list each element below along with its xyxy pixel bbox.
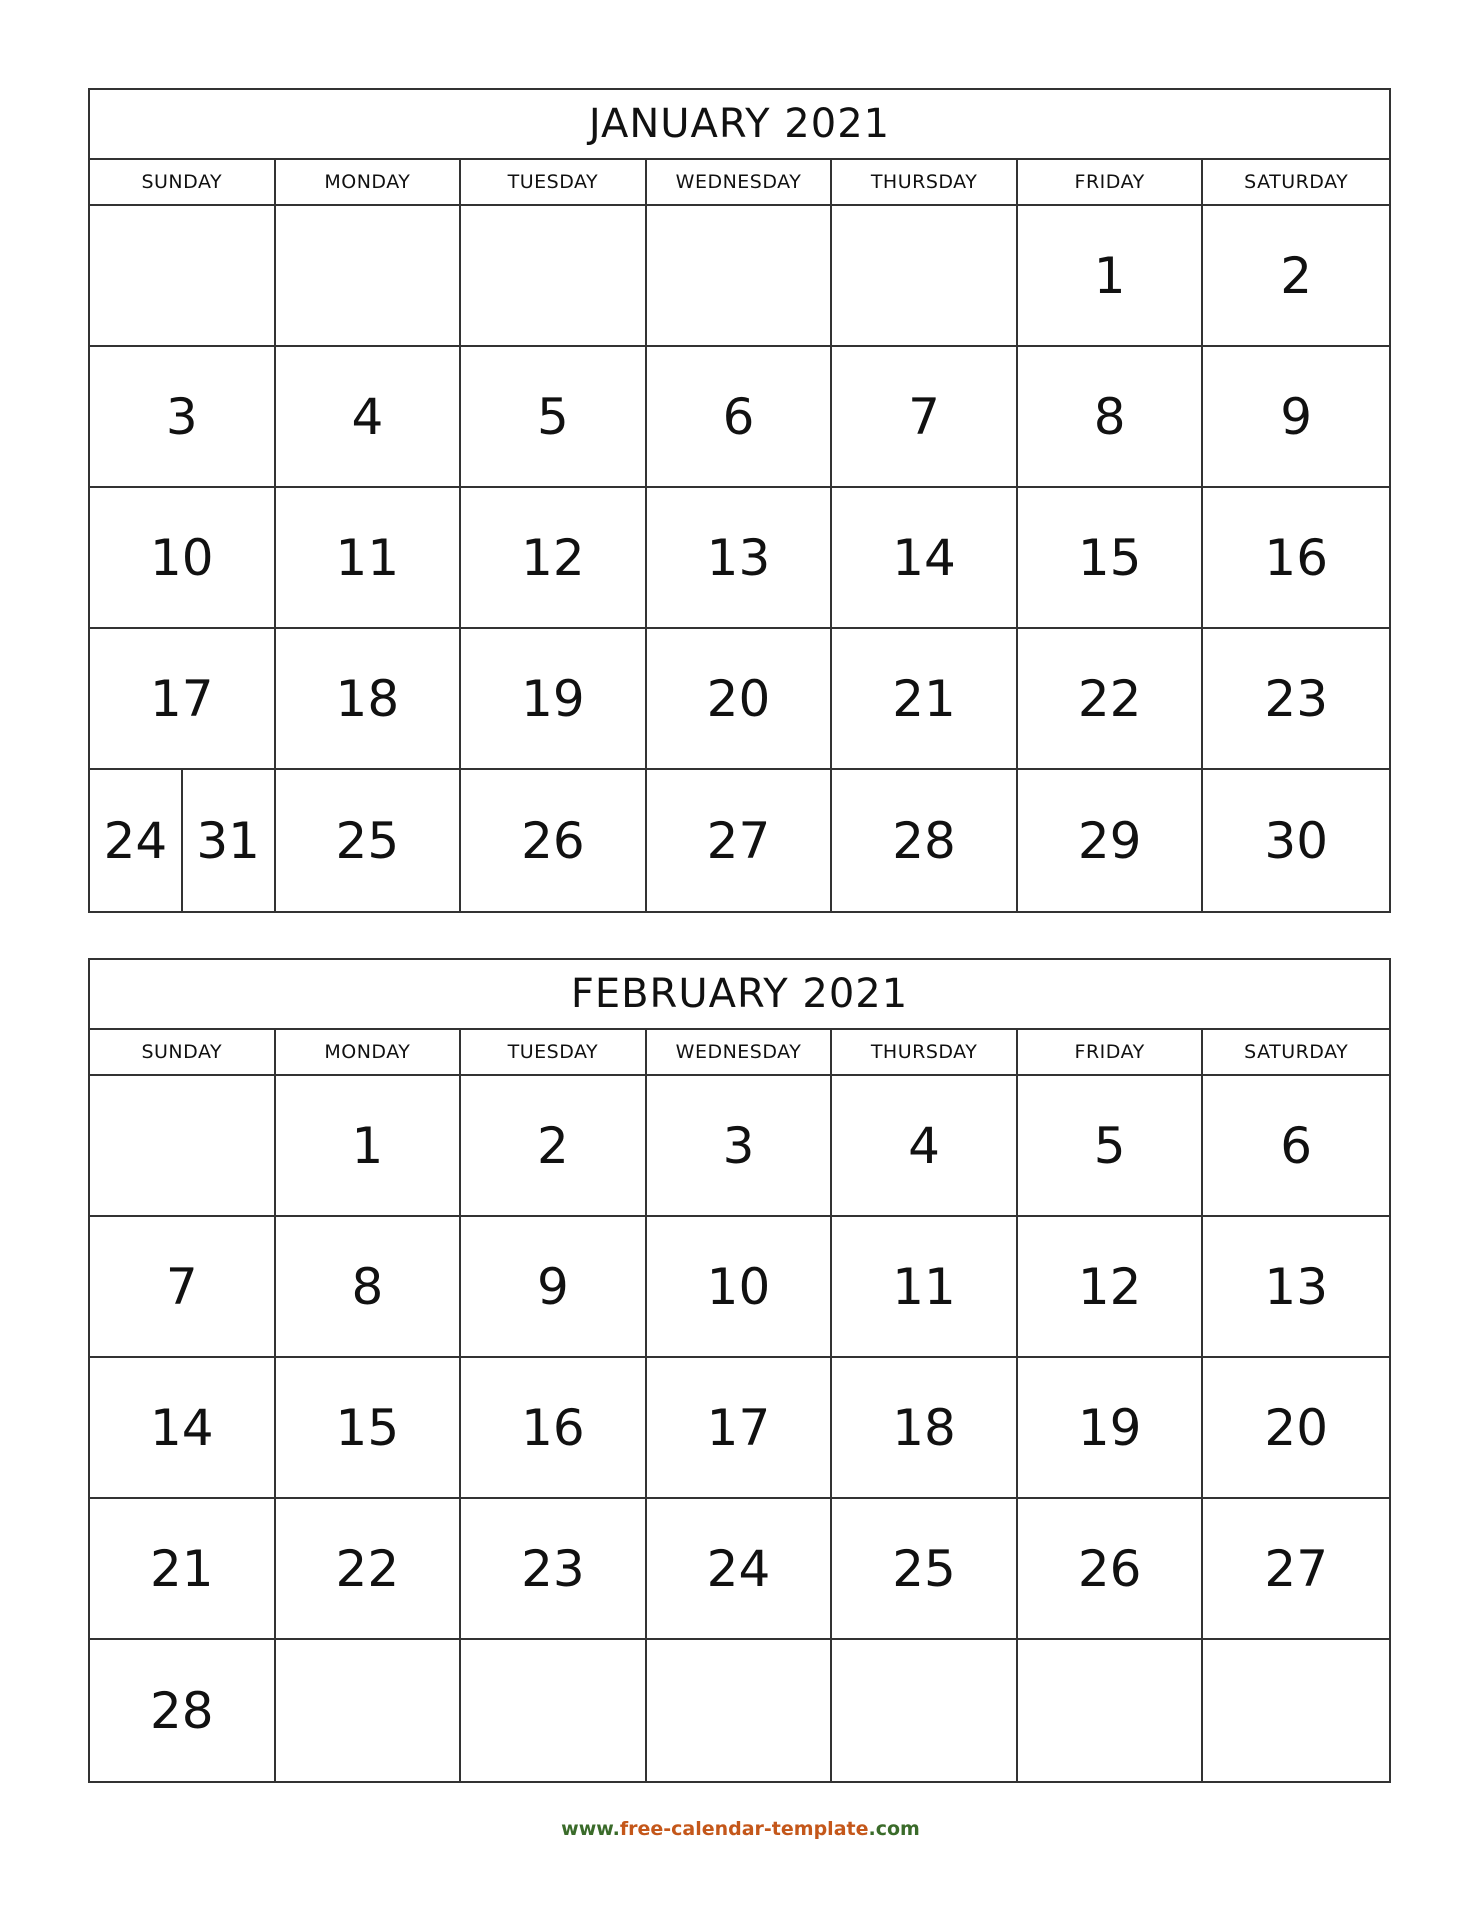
day-cell (832, 206, 1018, 347)
day-cell: 14 (832, 488, 1018, 629)
day-number: 24 (90, 770, 183, 911)
day-cell: 30 (1264, 811, 1329, 870)
day-cell: 25 (276, 770, 462, 911)
day-cell: 26 (1018, 1499, 1204, 1640)
weekday-header (90, 160, 1389, 206)
calendar-january (88, 88, 1391, 913)
weekday-label: THURSDAY (832, 160, 1018, 204)
day-cell: 28 (832, 770, 1018, 911)
weekday-label: SATURDAY (1244, 1041, 1349, 1063)
day-cell: 15 (276, 1358, 462, 1499)
month-title: FEBRUARY 2021 (90, 960, 1389, 1030)
day-cell: 6 (1203, 1076, 1389, 1217)
day-cell (461, 1640, 647, 1781)
day-cell: 13 (647, 488, 833, 629)
day-cell: 8 (1018, 347, 1204, 488)
day-cell: 8 (276, 1217, 462, 1358)
footer-website[interactable] (0, 1818, 1481, 1840)
day-cell: 12 (1018, 1217, 1204, 1358)
day-cell: 4 (276, 347, 462, 488)
day-cell: 9 (1203, 347, 1389, 488)
weekday-label: TUESDAY (461, 160, 647, 204)
day-cell: 9 (461, 1217, 647, 1358)
day-cell (647, 1640, 833, 1781)
footer-domain: free-calendar-template (619, 1818, 869, 1840)
day-cell: 20 (1203, 1358, 1389, 1499)
weekday-label: FRIDAY (1018, 160, 1204, 204)
day-cell: 4 (832, 1076, 1018, 1217)
day-cell: 22 (276, 1499, 462, 1640)
footer-tld: .com (868, 1818, 920, 1840)
day-number: 31 (196, 811, 260, 870)
day-cell: 21 (832, 629, 1018, 770)
day-cell (832, 1640, 1018, 1781)
day-cell: 1 (1018, 206, 1204, 347)
day-cell: 17 (90, 629, 276, 770)
day-cell: 20 (647, 629, 833, 770)
weekday-header (90, 1030, 1389, 1076)
weekday-label: MONDAY (276, 1030, 462, 1074)
day-grid (90, 206, 1389, 911)
day-cell: 7 (90, 1217, 276, 1358)
day-cell: 26 (461, 770, 647, 911)
day-cell: 6 (647, 347, 833, 488)
day-cell: 13 (1203, 1217, 1389, 1358)
weekday-label: TUESDAY (461, 1030, 647, 1074)
day-cell: 5 (1018, 1076, 1204, 1217)
day-cell (647, 206, 833, 347)
day-cell: 10 (90, 488, 276, 629)
weekday-label: WEDNESDAY (647, 160, 833, 204)
day-cell: 19 (461, 629, 647, 770)
day-cell: 22 (1018, 629, 1204, 770)
day-cell: 18 (276, 629, 462, 770)
day-cell (276, 206, 462, 347)
day-cell: 10 (647, 1217, 833, 1358)
weekday-label: SUNDAY (90, 160, 276, 204)
day-cell: 29 (1018, 770, 1204, 911)
day-cell (276, 1640, 462, 1781)
day-cell: 28 (90, 1640, 276, 1781)
day-cell (90, 770, 276, 911)
day-cell: 27 (1203, 1499, 1389, 1640)
day-cell (1203, 1640, 1389, 1781)
footer-www: www. (561, 1818, 620, 1840)
day-cell: 7 (832, 347, 1018, 488)
day-cell: 24 (647, 1499, 833, 1640)
day-cell: 23 (1203, 629, 1389, 770)
day-cell: 17 (647, 1358, 833, 1499)
day-cell: 12 (461, 488, 647, 629)
month-title: JANUARY 2021 (90, 90, 1389, 160)
day-cell: 14 (90, 1358, 276, 1499)
day-cell (461, 206, 647, 347)
day-cell: 19 (1018, 1358, 1204, 1499)
weekday-label: MONDAY (276, 160, 462, 204)
weekday-label: SATURDAY (1244, 171, 1349, 193)
day-cell: 16 (461, 1358, 647, 1499)
day-cell (90, 1076, 276, 1217)
day-cell: 1 (276, 1076, 462, 1217)
weekday-label: WEDNESDAY (647, 1030, 833, 1074)
day-cell: 3 (647, 1076, 833, 1217)
weekday-label: SUNDAY (90, 1030, 276, 1074)
weekday-label: THURSDAY (832, 1030, 1018, 1074)
day-grid (90, 1076, 1389, 1781)
day-cell: 5 (461, 347, 647, 488)
day-cell: 27 (647, 770, 833, 911)
calendar-february (88, 958, 1391, 1783)
day-cell: 16 (1203, 488, 1389, 629)
day-cell: 15 (1018, 488, 1204, 629)
day-cell: 21 (90, 1499, 276, 1640)
day-cell: 3 (90, 347, 276, 488)
day-cell: 25 (832, 1499, 1018, 1640)
day-cell: 2 (1203, 206, 1389, 347)
day-cell: 11 (276, 488, 462, 629)
day-cell: 2 (461, 1076, 647, 1217)
day-cell: 23 (461, 1499, 647, 1640)
day-cell: 11 (832, 1217, 1018, 1358)
day-cell (90, 206, 276, 347)
day-cell (1018, 1640, 1204, 1781)
day-cell: 18 (832, 1358, 1018, 1499)
weekday-label: FRIDAY (1018, 1030, 1204, 1074)
